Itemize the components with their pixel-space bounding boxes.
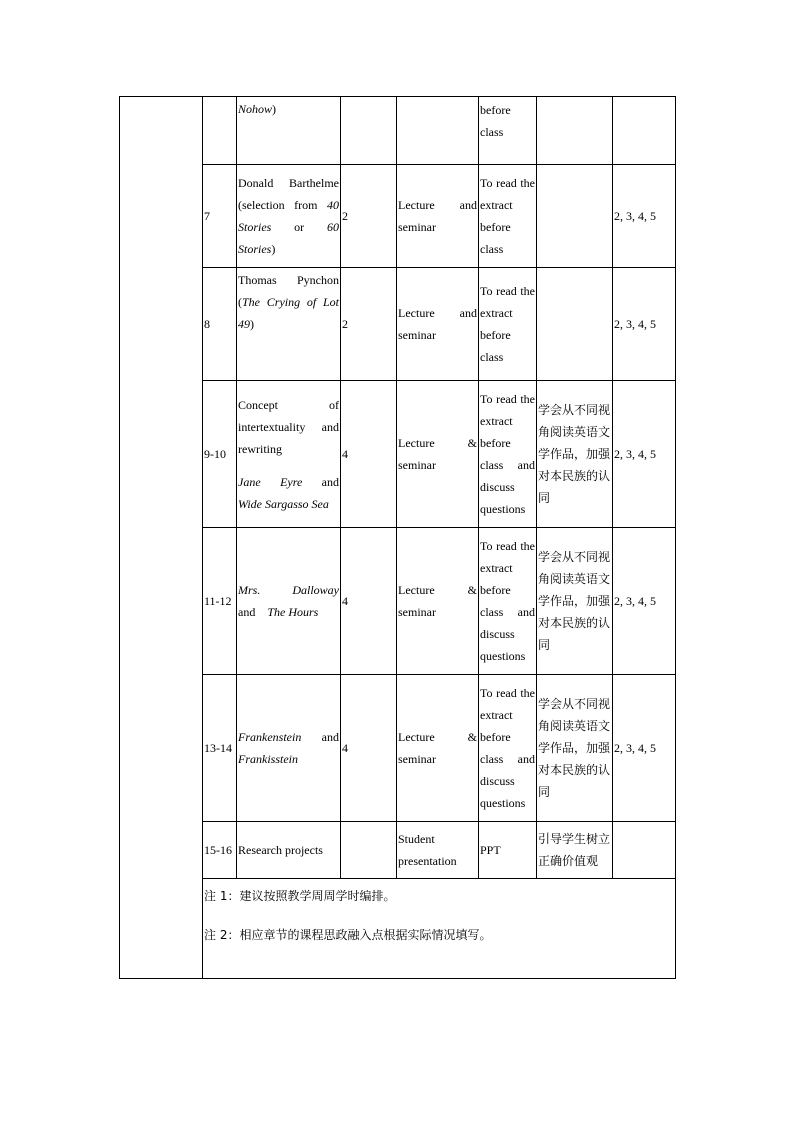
week-cell: 15-16 bbox=[203, 822, 237, 879]
week-cell: 13-14 bbox=[203, 675, 237, 822]
table-row bbox=[120, 675, 676, 822]
method-cell: Lecture & seminar bbox=[397, 675, 479, 822]
week-cell: 8 bbox=[203, 268, 237, 381]
week-cell bbox=[203, 97, 237, 165]
homework-cell: To read the extract before class and discuss questions bbox=[479, 675, 537, 822]
week-cell: 9-10 bbox=[203, 381, 237, 528]
hours-cell: 2 bbox=[341, 165, 397, 268]
ideology-cell: 学会从不同视 角阅读英语文 学作品，加强 对本民族的认 同 bbox=[537, 528, 613, 675]
table-row bbox=[120, 528, 676, 675]
table-row bbox=[120, 165, 676, 268]
method-cell: Lecture and seminar bbox=[397, 268, 479, 381]
method-cell: Lecture & seminar bbox=[397, 528, 479, 675]
note-1: 注 1：建议按照教学周周学时编排。 bbox=[204, 889, 396, 903]
hours-cell: 2 bbox=[341, 268, 397, 381]
notes-row bbox=[120, 879, 676, 979]
ideology-cell: 学会从不同视 角阅读英语文 学作品，加强 对本民族的认 同 bbox=[537, 381, 613, 528]
table-row bbox=[120, 268, 676, 381]
notes-cell bbox=[203, 879, 676, 979]
content-cell: Frankenstein and Frankisstein bbox=[237, 675, 341, 822]
homework-cell: To read the extract before class and discuss questions bbox=[479, 528, 537, 675]
table-row bbox=[120, 97, 676, 165]
note-2: 注 2：相应章节的课程思政融入点根据实际情况填写。 bbox=[204, 928, 492, 942]
method-cell: Lecture and seminar bbox=[397, 165, 479, 268]
content-cell: Nohow) bbox=[237, 97, 341, 165]
method-cell: Student presentation bbox=[397, 822, 479, 879]
content-cell: Thomas Pynchon (The Crying of Lot 49) bbox=[237, 268, 341, 381]
homework-cell: To read the extract before class and discuss questions bbox=[479, 381, 537, 528]
ideology-cell bbox=[537, 268, 613, 381]
table-row bbox=[120, 822, 676, 879]
objectives-cell bbox=[613, 822, 676, 879]
table-row bbox=[120, 381, 676, 528]
content-cell: Mrs. Dalloway and The Hours bbox=[237, 528, 341, 675]
method-cell bbox=[397, 97, 479, 165]
ideology-cell: 引导学生树立 正确价值观 bbox=[537, 822, 613, 879]
week-cell: 11-12 bbox=[203, 528, 237, 675]
hours-cell bbox=[341, 97, 397, 165]
hours-cell: 4 bbox=[341, 381, 397, 528]
content-cell: Concept of intertextuality and rewriting Jane Eyre and Wide Sargasso Sea bbox=[237, 381, 341, 528]
course-schedule-table bbox=[119, 96, 676, 979]
week-cell: 7 bbox=[203, 165, 237, 268]
method-cell: Lecture & seminar bbox=[397, 381, 479, 528]
objectives-cell: 2, 3, 4, 5 bbox=[613, 268, 676, 381]
hours-cell bbox=[341, 822, 397, 879]
objectives-cell: 2, 3, 4, 5 bbox=[613, 528, 676, 675]
ideology-cell bbox=[537, 97, 613, 165]
objectives-cell bbox=[613, 97, 676, 165]
objectives-cell: 2, 3, 4, 5 bbox=[613, 675, 676, 822]
ideology-cell: 学会从不同视 角阅读英语文 学作品，加强 对本民族的认 同 bbox=[537, 675, 613, 822]
hours-cell: 4 bbox=[341, 675, 397, 822]
homework-cell: PPT bbox=[479, 822, 537, 879]
hours-cell: 4 bbox=[341, 528, 397, 675]
ideology-cell bbox=[537, 165, 613, 268]
homework-cell: To read the extract before class bbox=[479, 165, 537, 268]
objectives-cell: 2, 3, 4, 5 bbox=[613, 381, 676, 528]
homework-cell: before class bbox=[479, 97, 537, 165]
content-cell: Donald Barthelme (selection from 40 Stories or 60 Stories) bbox=[237, 165, 341, 268]
objectives-cell: 2, 3, 4, 5 bbox=[613, 165, 676, 268]
content-cell: Research projects bbox=[237, 822, 341, 879]
side-cell bbox=[120, 97, 203, 979]
homework-cell: To read the extract before class bbox=[479, 268, 537, 381]
